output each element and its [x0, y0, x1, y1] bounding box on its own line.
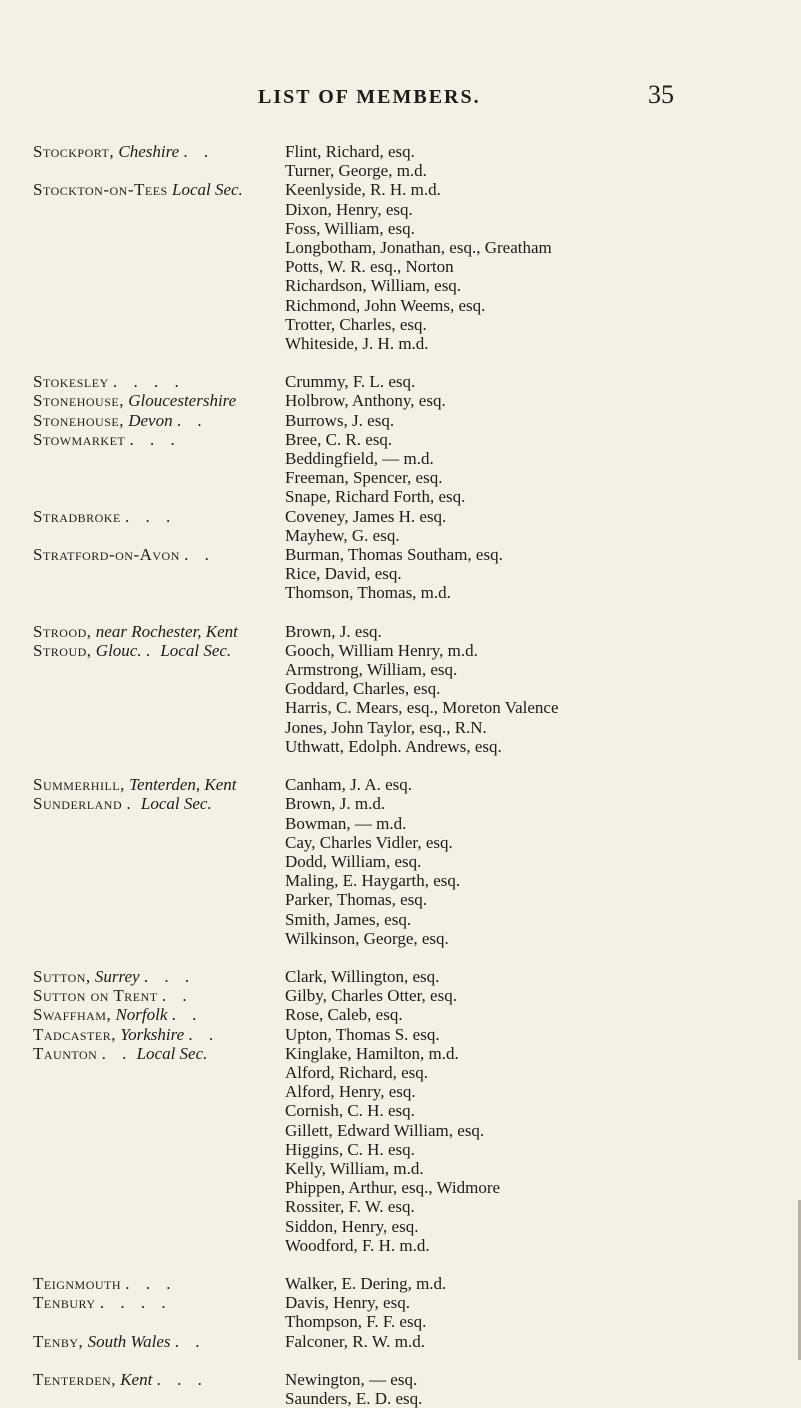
- town: Sutton on Trent: [33, 986, 158, 1006]
- list-item: [0, 1005, 801, 1024]
- leader-dots: . . . .: [112, 372, 185, 392]
- leader-dots: . .: [174, 1331, 206, 1351]
- place-name: [33, 1005, 202, 1024]
- list-item: [0, 200, 801, 219]
- list-item: [0, 1236, 801, 1255]
- list-item: [0, 1082, 801, 1101]
- leader-dots: . .: [161, 986, 193, 1006]
- town: Summerhill,: [33, 775, 125, 795]
- list-item: [0, 334, 801, 353]
- member-list: [0, 142, 801, 1408]
- leader-dots: . . .: [125, 506, 177, 526]
- member-name: Foss, William, esq.: [285, 218, 415, 238]
- town: Tenbury: [33, 1293, 96, 1313]
- leader-dots: . . . .: [99, 1293, 172, 1313]
- list-item: [0, 1044, 801, 1063]
- list-item: [0, 641, 801, 660]
- member-name: Siddon, Henry, esq.: [285, 1216, 419, 1236]
- member-name: Whiteside, J. H. m.d.: [285, 333, 429, 353]
- list-item: [0, 564, 801, 583]
- town: Stowmarket: [33, 429, 126, 449]
- leader-dots: . .: [188, 1024, 220, 1044]
- member-name: Burman, Thomas Southam, esq.: [285, 544, 503, 564]
- region: South Wales: [87, 1331, 171, 1351]
- list-item: [0, 296, 801, 315]
- member-name: Davis, Henry, esq.: [285, 1293, 410, 1313]
- member-name: Smith, James, esq.: [285, 909, 412, 929]
- list-item: [0, 468, 801, 487]
- town: Tenby,: [33, 1331, 84, 1351]
- member-name: Holbrow, Anthony, esq.: [285, 391, 446, 411]
- member-name: Thomson, Thomas, m.d.: [285, 583, 451, 603]
- member-name: Uthwatt, Edolph. Andrews, esq.: [285, 736, 502, 756]
- list-item: [0, 794, 801, 813]
- list-item: [0, 1370, 801, 1389]
- member-name: Clark, Willington, esq.: [285, 967, 440, 987]
- place-name: [33, 1025, 219, 1044]
- member-name: Bowman, — m.d.: [285, 813, 407, 833]
- list-item: [0, 1332, 801, 1351]
- member-name: Trotter, Charles, esq.: [285, 314, 427, 334]
- leader-dots: . .: [171, 1005, 203, 1025]
- list-item: [0, 622, 801, 641]
- row-gap: [0, 756, 801, 775]
- town: Teignmouth: [33, 1274, 122, 1294]
- town: Tadcaster,: [33, 1024, 116, 1044]
- list-item: [0, 526, 801, 545]
- town: Stockport,: [33, 142, 115, 161]
- member-name: Parker, Thomas, esq.: [285, 890, 428, 910]
- town: Stonehouse,: [33, 410, 124, 430]
- member-name: Turner, George, m.d.: [285, 161, 427, 181]
- list-item: [0, 238, 801, 257]
- place-name: [33, 641, 231, 660]
- row-gap: [0, 948, 801, 967]
- place-name: [33, 986, 193, 1005]
- member-name: Alford, Richard, esq.: [285, 1063, 429, 1082]
- list-item: [0, 679, 801, 698]
- member-name: Mayhew, G. esq.: [285, 525, 400, 545]
- list-item: [0, 986, 801, 1005]
- list-item: [0, 698, 801, 717]
- member-name: Newington, — esq.: [285, 1370, 418, 1389]
- member-name: Phippen, Arthur, esq., Widmore: [285, 1178, 501, 1198]
- list-item: [0, 391, 801, 410]
- leader-dots: .: [126, 794, 137, 814]
- list-item: [0, 890, 801, 909]
- place-name: [33, 372, 185, 391]
- town: Stockton-on-Tees: [33, 180, 168, 200]
- member-name: Dodd, William, esq.: [285, 851, 422, 871]
- region: Local Sec.: [140, 794, 212, 814]
- leader-dots: . .: [184, 544, 215, 564]
- member-name: Potts, W. R. esq., Norton: [285, 257, 454, 277]
- member-name: Brown, J. m.d.: [285, 794, 386, 814]
- region: Local Sec.: [160, 640, 232, 660]
- town: Tenterden,: [33, 1370, 116, 1389]
- list-item: [0, 276, 801, 295]
- member-name: Rossiter, F. W. esq.: [285, 1197, 415, 1217]
- region: Kent: [120, 1370, 153, 1389]
- list-item: [0, 1312, 801, 1331]
- place-name: [33, 1370, 208, 1389]
- region: Surrey: [94, 967, 140, 987]
- list-item: [0, 1197, 801, 1216]
- list-item: [0, 871, 801, 890]
- region: Local Sec.: [171, 180, 243, 200]
- place-name: [33, 775, 236, 794]
- member-name: Bree, C. R. esq.: [285, 429, 393, 449]
- list-item: [0, 507, 801, 526]
- region: Gloucestershire: [128, 391, 237, 411]
- list-item: [0, 142, 801, 161]
- list-item: [0, 1121, 801, 1140]
- list-item: [0, 430, 801, 449]
- member-name: Rose, Caleb, esq.: [285, 1005, 403, 1025]
- row-gap: [0, 353, 801, 372]
- member-name: Armstrong, William, esq.: [285, 660, 458, 680]
- member-name: Walker, E. Dering, m.d.: [285, 1274, 447, 1294]
- leader-dots: . . .: [156, 1370, 208, 1389]
- list-item: [0, 257, 801, 276]
- place-name: [33, 180, 243, 199]
- town: Taunton: [33, 1043, 98, 1063]
- member-name: Jones, John Taylor, esq., R.N.: [285, 717, 487, 737]
- place-name: [33, 411, 208, 430]
- town: Strood,: [33, 621, 92, 641]
- member-name: Upton, Thomas S. esq.: [285, 1024, 440, 1044]
- town: Stroud,: [33, 640, 92, 660]
- member-name: Goddard, Charles, esq.: [285, 679, 441, 699]
- member-name: Thompson, F. F. esq.: [285, 1312, 427, 1332]
- member-name: Saunders, E. D. esq.: [285, 1389, 423, 1408]
- member-name: Crummy, F. L. esq.: [285, 372, 416, 392]
- place-name: [33, 1044, 207, 1063]
- region: Norfolk: [115, 1005, 168, 1025]
- member-name: Wilkinson, George, esq.: [285, 928, 449, 948]
- leader-dots: . . .: [125, 1274, 177, 1294]
- list-item: [0, 583, 801, 602]
- list-item: [0, 1389, 801, 1408]
- member-name: Beddingfield, — m.d.: [285, 449, 434, 468]
- member-name: Woodford, F. H. m.d.: [285, 1235, 430, 1255]
- town: Swaffham,: [33, 1005, 112, 1025]
- region: near Rochester, Kent: [95, 621, 238, 641]
- member-name: Flint, Richard, esq.: [285, 142, 415, 161]
- place-name: [33, 507, 176, 526]
- list-item: [0, 545, 801, 564]
- member-name: Keenlyside, R. H. m.d.: [285, 180, 441, 200]
- region: Devon: [128, 410, 173, 430]
- member-name: Kelly, William, m.d.: [285, 1158, 424, 1178]
- member-name: Richmond, John Weems, esq.: [285, 295, 486, 315]
- list-item: [0, 814, 801, 833]
- town: Sutton,: [33, 967, 91, 987]
- member-name: Richardson, William, esq.: [285, 276, 462, 296]
- member-name: Canham, J. A. esq.: [285, 775, 413, 795]
- place-name: [33, 794, 212, 813]
- list-item: [0, 1274, 801, 1293]
- region: Local Sec.: [136, 1043, 208, 1063]
- member-name: Kinglake, Hamilton, m.d.: [285, 1043, 459, 1063]
- list-item: [0, 1025, 801, 1044]
- town: Stratford-on-Avon: [33, 544, 180, 564]
- row-gap: [0, 1255, 801, 1274]
- list-item: [0, 1293, 801, 1312]
- member-name: Brown, J. esq.: [285, 621, 382, 641]
- list-item: [0, 372, 801, 391]
- running-title: LIST OF MEMBERS.: [258, 86, 481, 108]
- list-item: [0, 967, 801, 986]
- member-name: Cay, Charles Vidler, esq.: [285, 832, 453, 852]
- member-name: Gooch, William Henry, m.d.: [285, 640, 478, 660]
- list-item: [0, 1140, 801, 1159]
- list-item: [0, 219, 801, 238]
- member-name: Snape, Richard Forth, esq.: [285, 487, 466, 507]
- list-item: [0, 660, 801, 679]
- place-name: [33, 1274, 177, 1293]
- town: Sunderland: [33, 794, 123, 814]
- member-name: Dixon, Henry, esq.: [285, 199, 413, 219]
- list-item: [0, 1217, 801, 1236]
- list-item: [0, 775, 801, 794]
- leader-dots: . .: [176, 410, 208, 430]
- member-name: Higgins, C. H. esq.: [285, 1139, 415, 1159]
- list-item: [0, 315, 801, 334]
- list-item: [0, 180, 801, 199]
- member-name: Gilby, Charles Otter, esq.: [285, 986, 457, 1006]
- member-name: Maling, E. Haygarth, esq.: [285, 871, 461, 891]
- place-name: [33, 545, 215, 564]
- place-name: [33, 430, 181, 449]
- region: Yorkshire: [120, 1024, 185, 1044]
- page-header: [0, 80, 801, 116]
- place-name: [33, 391, 236, 410]
- list-item: [0, 737, 801, 756]
- list-item: [0, 910, 801, 929]
- list-item: [0, 1063, 801, 1082]
- list-item: [0, 487, 801, 506]
- member-name: Cornish, C. H. esq.: [285, 1101, 415, 1121]
- place-name: [33, 142, 214, 161]
- list-item: [0, 718, 801, 737]
- member-name: Rice, David, esq.: [285, 564, 402, 584]
- list-item: [0, 411, 801, 430]
- place-name: [33, 1293, 172, 1312]
- member-name: Falconer, R. W. m.d.: [285, 1331, 426, 1351]
- member-name: Gillett, Edward William, esq.: [285, 1120, 485, 1140]
- region: Glouc.: [95, 640, 142, 660]
- member-name: Longbotham, Jonathan, esq., Greatham: [285, 237, 552, 257]
- leader-dots: . . .: [129, 429, 181, 449]
- list-item: [0, 852, 801, 871]
- member-name: Alford, Henry, esq.: [285, 1082, 416, 1102]
- list-item: [0, 449, 801, 468]
- leader-dots: . .: [183, 142, 215, 161]
- list-item: [0, 1178, 801, 1197]
- list-item: [0, 1159, 801, 1178]
- place-name: [33, 967, 195, 986]
- member-name: Coveney, James H. esq.: [285, 506, 447, 526]
- list-item: [0, 1101, 801, 1120]
- member-name: Burrows, J. esq.: [285, 410, 395, 430]
- leader-dots: . .: [101, 1043, 133, 1063]
- leader-dots: .: [145, 640, 157, 660]
- town: Stokesley: [33, 372, 109, 392]
- place-name: [33, 622, 238, 641]
- list-item: [0, 833, 801, 852]
- page-number: 35: [648, 80, 674, 109]
- row-gap: [0, 1351, 801, 1370]
- leader-dots: . . .: [143, 967, 196, 987]
- region: Cheshire: [118, 142, 180, 161]
- town: Stonehouse,: [33, 391, 124, 411]
- member-name: Freeman, Spencer, esq.: [285, 468, 443, 488]
- list-item: [0, 161, 801, 180]
- list-item: [0, 929, 801, 948]
- row-gap: [0, 603, 801, 622]
- member-name: Harris, C. Mears, esq., Moreton Valence: [285, 698, 559, 718]
- region: Tenterden, Kent: [129, 775, 237, 795]
- town: Stradbroke: [33, 506, 121, 526]
- place-name: [33, 1332, 206, 1351]
